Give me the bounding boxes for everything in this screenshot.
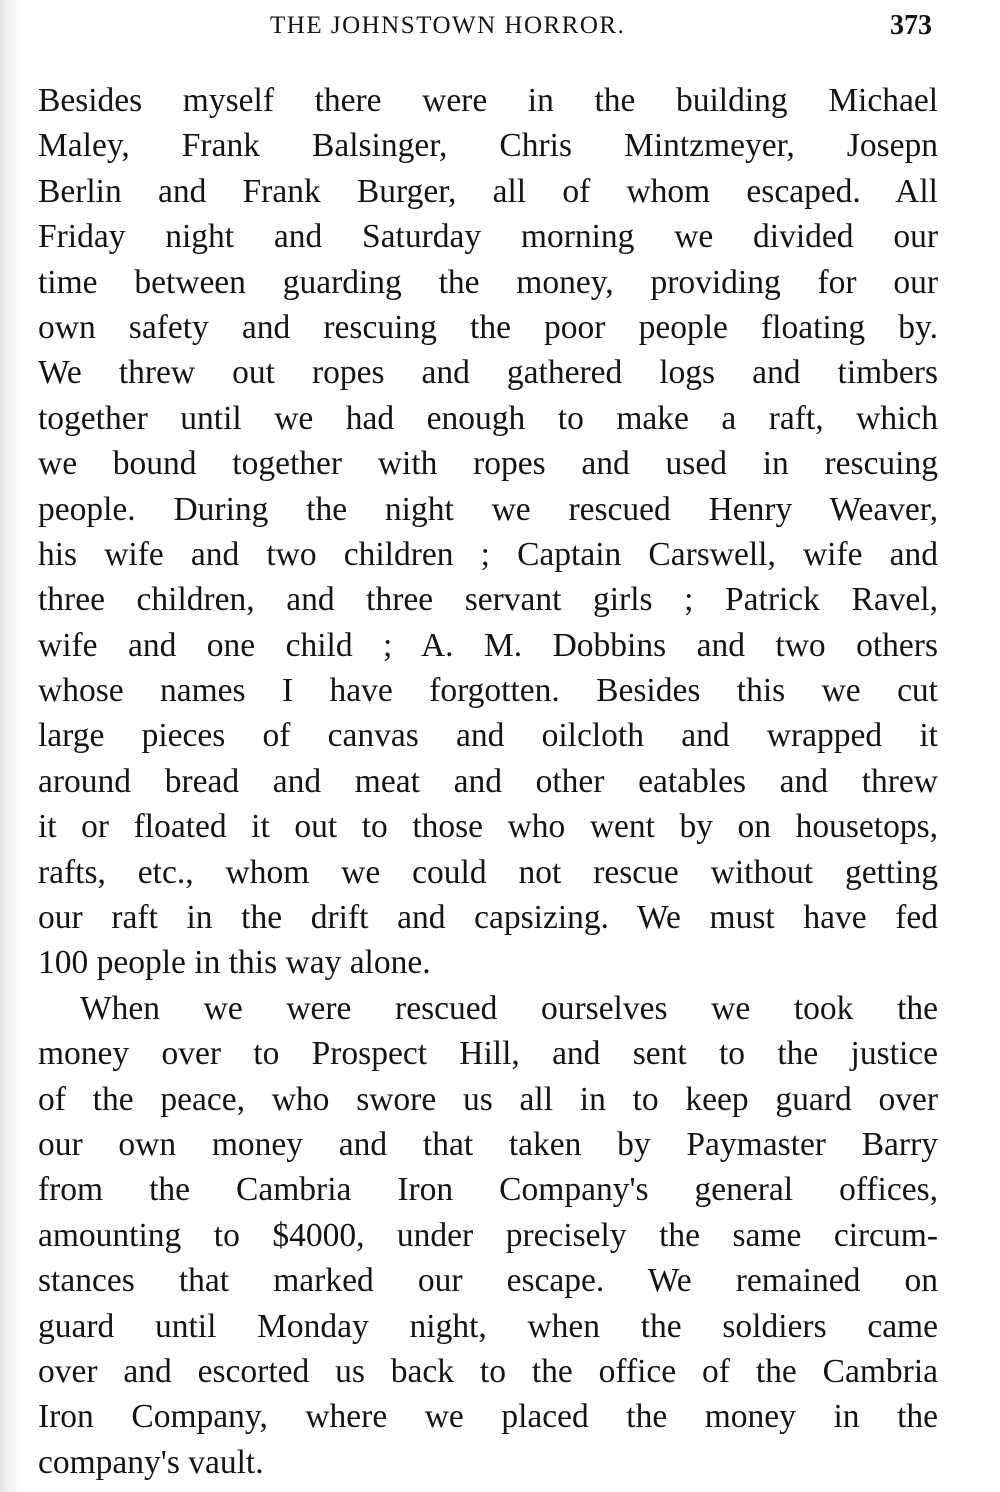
text-line: When we were rescued ourselves we took the	[80, 989, 938, 1027]
text-line: three children, and three servant girls ; Patrick Ravel,	[38, 581, 938, 619]
text-line: money over to Prospect Hill, and sent to the justice	[38, 1035, 938, 1073]
text-line: our raft in the drift and capsizing. We must have fed	[38, 899, 938, 937]
text-line: guard until Monday night, when the soldiers came	[38, 1307, 938, 1345]
text-line: Berlin and Frank Burger, all of whom escaped. All	[38, 172, 938, 210]
text-line: company's vault.	[38, 1443, 264, 1481]
paragraph-2	[38, 986, 938, 1485]
page-number: 373	[890, 10, 932, 41]
page-body	[38, 78, 938, 1485]
text-line: 100 people in this way alone.	[38, 944, 431, 982]
text-line: stances that marked our escape. We remained on	[38, 1262, 938, 1300]
text-line: we bound together with ropes and used in rescuing	[38, 445, 938, 483]
text-line: around bread and meat and other eatables and threw	[38, 762, 938, 800]
text-line: people. During the night we rescued Henry Weaver,	[38, 490, 938, 528]
text-line: own safety and rescuing the poor people floating by.	[38, 308, 938, 346]
text-line: his wife and two children ; Captain Carswell, wife and	[38, 535, 938, 573]
text-line: whose names I have forgotten. Besides this we cut	[38, 672, 938, 710]
text-line: Friday night and Saturday morning we divided our	[38, 218, 938, 256]
text-line: time between guarding the money, providing for our	[38, 263, 938, 301]
text-line: together until we had enough to make a raft, which	[38, 399, 938, 437]
text-line: from the Cambria Iron Company's general offices,	[38, 1171, 938, 1209]
text-line: We threw out ropes and gathered logs and timbers	[38, 354, 938, 392]
text-line: Besides myself there were in the building Michael	[38, 82, 938, 119]
text-line: over and escorted us back to the office of the Cambria	[38, 1352, 938, 1390]
text-line: Iron Company, where we placed the money in the	[38, 1398, 938, 1436]
text-line: Maley, Frank Balsinger, Chris Mintzmeyer, Josepn	[38, 127, 938, 165]
text-line: rafts, etc., whom we could not rescue without getting	[38, 853, 938, 891]
running-title: THE JOHNSTOWN HORROR.	[270, 12, 626, 39]
paragraph-1	[38, 78, 938, 986]
page-header	[40, 8, 940, 48]
text-line: large pieces of canvas and oilcloth and wrapped it	[38, 717, 938, 755]
text-line: wife and one child ; A. M. Dobbins and two others	[38, 626, 938, 664]
text-line: it or floated it out to those who went by on housetops,	[38, 808, 938, 846]
text-line: our own money and that taken by Paymaster Barry	[38, 1125, 938, 1163]
text-line: of the peace, who swore us all in to keep guard over	[38, 1080, 938, 1118]
page-edge-shadow	[0, 0, 22, 1492]
text-line: amounting to $4000, under precisely the same circum-	[38, 1216, 938, 1254]
